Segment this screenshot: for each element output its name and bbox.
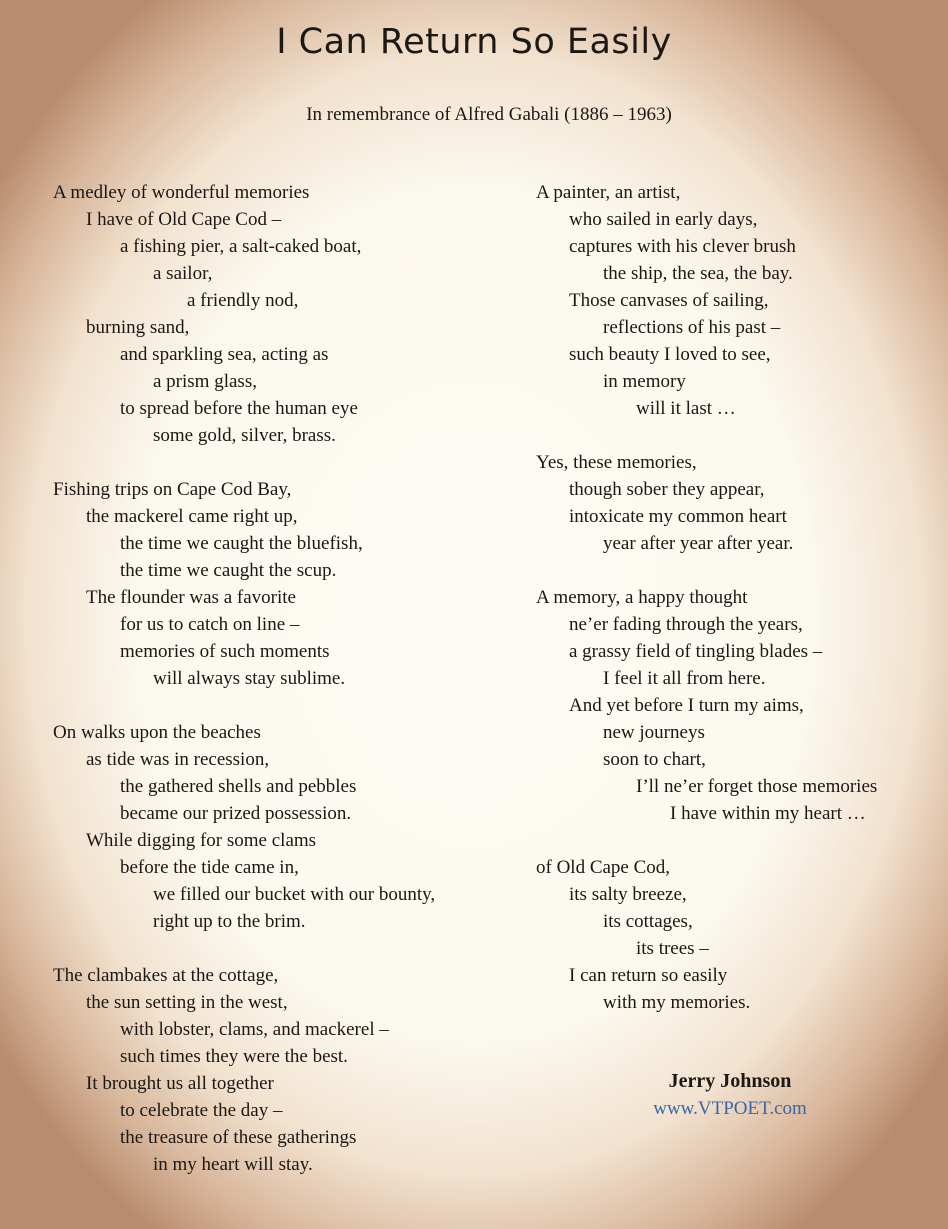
stanza [53, 179, 493, 449]
poem-line: to spread before the human eye [120, 398, 358, 419]
poem-line: new journeys [603, 722, 705, 743]
poem-line: I feel it all from here. [603, 668, 766, 689]
poem-line: the time we caught the scup. [120, 560, 337, 581]
poem-line: its salty breeze, [569, 884, 687, 905]
poem-line: the time we caught the bluefish, [120, 533, 363, 554]
poem-line: such beauty I loved to see, [569, 344, 771, 365]
poem-line: before the tide came in, [120, 857, 299, 878]
poem-line: memories of such moments [120, 641, 330, 662]
poem-line: the treasure of these gatherings [120, 1127, 357, 1148]
poem-dedication: In remembrance of Alfred Gabali (1886 – 1963) [306, 104, 672, 125]
poem-line: who sailed in early days, [569, 209, 758, 230]
poem-line: While digging for some clams [86, 830, 317, 851]
poem-line: its cottages, [603, 911, 693, 932]
poem-line: a sailor, [153, 263, 213, 284]
poem-line: for us to catch on line – [120, 614, 300, 635]
poem-line: burning sand, [86, 317, 190, 338]
stanza [53, 476, 493, 692]
author-name: Jerry Johnson [668, 1070, 792, 1092]
poem-line: a grassy field of tingling blades – [569, 641, 823, 662]
signature-block [590, 1068, 870, 1122]
poem-line: year after year after year. [603, 533, 794, 554]
poem-line: with my memories. [603, 992, 751, 1013]
poem-line: Fishing trips on Cape Cod Bay, [53, 479, 292, 500]
poem-line: Yes, these memories, [536, 452, 697, 473]
poem-line: A painter, an artist, [536, 182, 681, 203]
poem-line: And yet before I turn my aims, [569, 695, 804, 716]
poem-line: a prism glass, [153, 371, 257, 392]
poem-line: It brought us all together [86, 1073, 274, 1094]
poem-line: in memory [603, 371, 686, 392]
author-website-link[interactable]: www.VTPOET.com [653, 1098, 807, 1119]
poem-line: I’ll ne’er forget those memories [636, 776, 878, 797]
poem-line: some gold, silver, brass. [153, 425, 336, 446]
poem-line: I have within my heart … [670, 803, 866, 824]
poem-line: A memory, a happy thought [536, 587, 748, 608]
poem-line: will it last … [636, 398, 736, 419]
poem-line: though sober they appear, [569, 479, 765, 500]
poem-line: in my heart will stay. [153, 1154, 313, 1175]
stanza [536, 584, 936, 827]
poem-line: captures with his clever brush [569, 236, 796, 257]
poem-column-right [536, 179, 936, 1043]
poem-title: I Can Return So Easily [276, 22, 672, 62]
poem-line: I have of Old Cape Cod – [86, 209, 282, 230]
poem-line: The clambakes at the cottage, [53, 965, 279, 986]
poem-line: the ship, the sea, the bay. [603, 263, 793, 284]
stanza [53, 962, 493, 1178]
poem-line: Those canvases of sailing, [569, 290, 769, 311]
poem-line: The flounder was a favorite [86, 587, 296, 608]
poem-line: became our prized possession. [120, 803, 352, 824]
stanza [536, 854, 936, 1016]
poem-line: a fishing pier, a salt-caked boat, [120, 236, 362, 257]
poem-line: its trees – [636, 938, 709, 959]
poem-line: the sun setting in the west, [86, 992, 288, 1013]
poem-line: right up to the brim. [153, 911, 306, 932]
poem-line: as tide was in recession, [86, 749, 270, 770]
poem-line: A medley of wonderful memories [53, 182, 310, 203]
poem-line: soon to chart, [603, 749, 706, 770]
poem-line: On walks upon the beaches [53, 722, 261, 743]
poem-line: reflections of his past – [603, 317, 781, 338]
stanza [536, 449, 936, 557]
poem-line: to celebrate the day – [120, 1100, 283, 1121]
poem-line: such times they were the best. [120, 1046, 348, 1067]
poem-line: and sparkling sea, acting as [120, 344, 329, 365]
poem-line: of Old Cape Cod, [536, 857, 671, 878]
poem-line: a friendly nod, [187, 290, 299, 311]
poem-line: I can return so easily [569, 965, 728, 986]
poem-line: the mackerel came right up, [86, 506, 298, 527]
poem-line: ne’er fading through the years, [569, 614, 803, 635]
poem-column-left [53, 179, 493, 1205]
poem-line: we filled our bucket with our bounty, [153, 884, 436, 905]
poem-line: will always stay sublime. [153, 668, 346, 689]
poem-line: intoxicate my common heart [569, 506, 787, 527]
stanza [536, 179, 936, 422]
poem-line: the gathered shells and pebbles [120, 776, 357, 797]
stanza [53, 719, 493, 935]
poem-line: with lobster, clams, and mackerel – [120, 1019, 389, 1040]
